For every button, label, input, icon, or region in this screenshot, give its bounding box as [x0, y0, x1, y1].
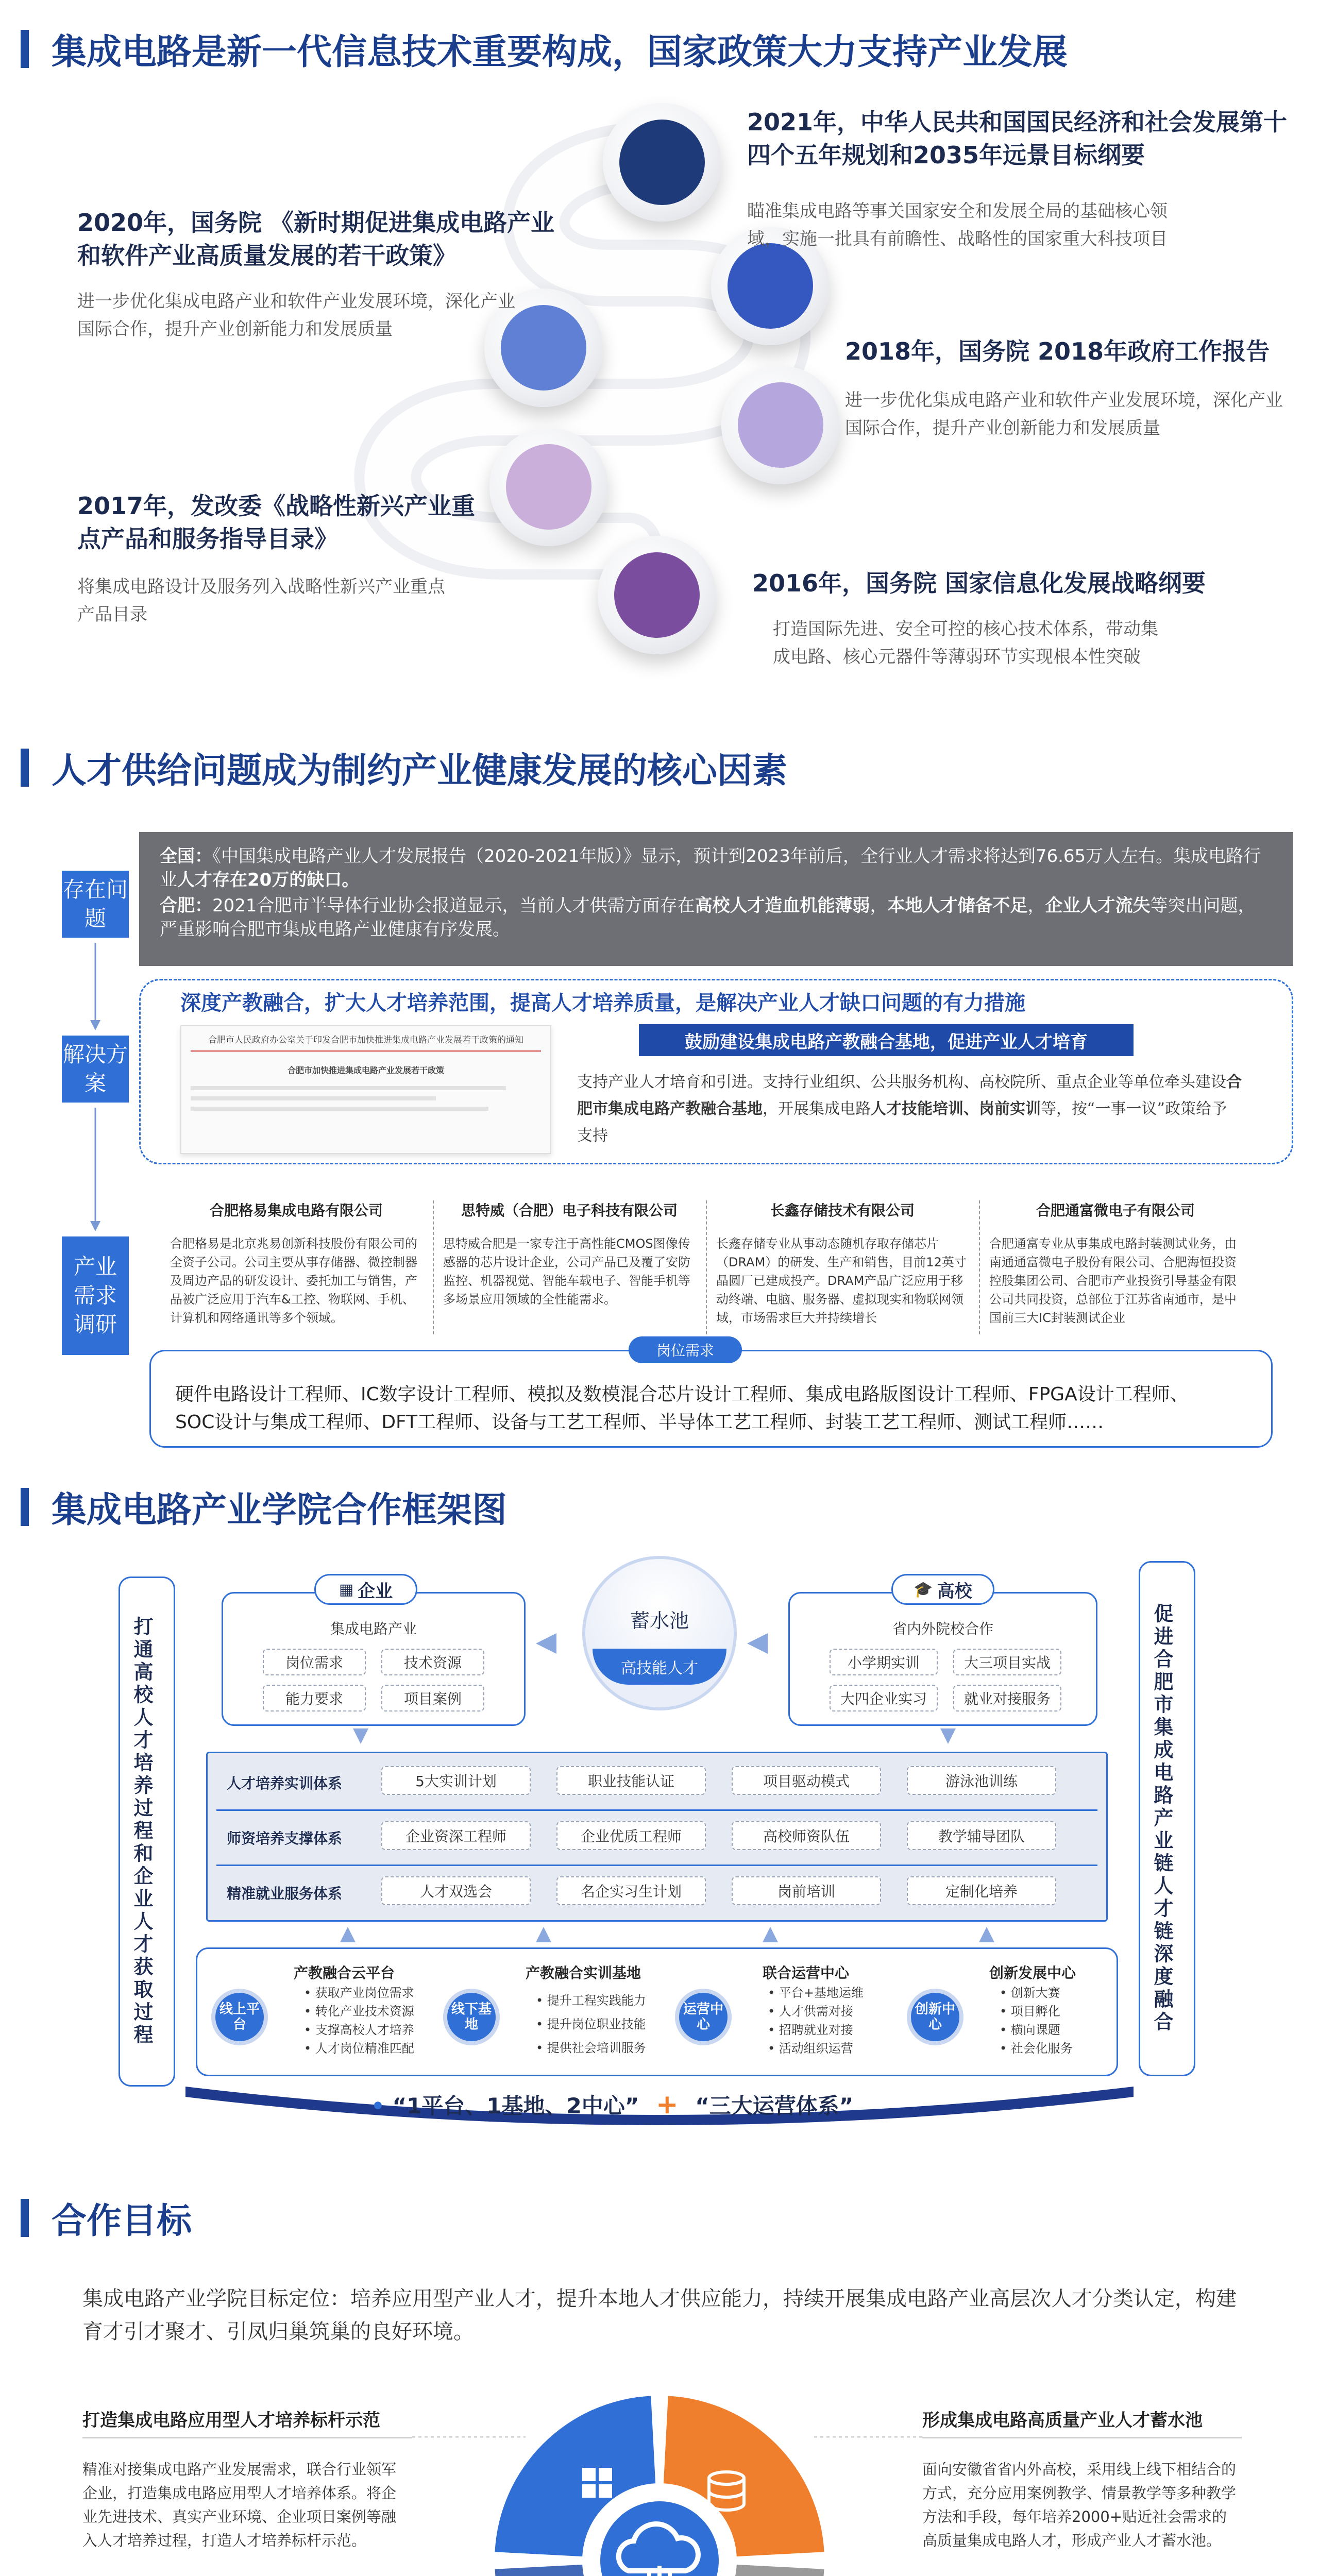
doc-subtitle: 合肥市加快推进集成电路产业发展若干政策 — [287, 1065, 444, 1075]
row-item: 岗前培训 — [732, 1876, 881, 1905]
section3-title: 集成电路产业学院合作框架图 — [52, 1489, 508, 1531]
college-title — [891, 1574, 994, 1605]
section1-heading — [21, 28, 1068, 73]
hefei-text: 等突出问题，严重影响合肥市集成电路产业健康有序发展。 — [160, 895, 1256, 940]
hub-title: 产教融合云平台 — [294, 1964, 395, 1981]
hub-item: • 平台+基地运维 — [768, 1984, 864, 2002]
node-2016 — [614, 552, 700, 638]
policy-2018 — [845, 335, 1298, 442]
national-highlight: 人才存在20万的缺口。 — [177, 870, 360, 890]
row-item: 企业资深工程师 — [381, 1821, 531, 1850]
goal-title: 形成集成电路高质量产业人才蓄水池 — [922, 2410, 1203, 2431]
row-item: 定制化培养 — [907, 1876, 1056, 1905]
hefei-text: 2021合肥市半导体行业协会报道显示，当前人才供需方面存在 — [212, 895, 695, 916]
solution-bold: 人才技能培训、岗前实训 — [871, 1100, 1041, 1118]
hub-item: • 社会化服务 — [1000, 2039, 1073, 2058]
solution-text-part: 等，按“一事一议”政策给予支持 — [577, 1100, 1227, 1145]
pool-subtitle: 高技能人才 — [593, 1649, 726, 1685]
goal-underline — [82, 2437, 412, 2438]
solution-bold: 合肥市集成电路产教融合基地 — [577, 1073, 1242, 1118]
talent-pool — [582, 1556, 737, 1710]
hub-item: • 提升岗位职业技能 — [536, 2012, 646, 2036]
row-item: 职业技能认证 — [556, 1766, 706, 1795]
section2-title: 人才供给问题成为制约产业健康发展的核心因素 — [52, 750, 788, 791]
hub-badge: 线上平台 — [211, 1989, 268, 2045]
problem-hefei — [160, 894, 1273, 941]
policy-document-thumbnail — [180, 1025, 551, 1154]
doc-title: 合肥市人民政府办公室关于印发合肥市加快推进集成电路产业发展若干政策的通知 — [208, 1035, 523, 1045]
company-desc: 合肥格易是北京兆易创新科技股份有限公司的全资子公司。公司主要从事存储器、微控制器及周边产品的研发设计、委托加工与销售，产品被广泛应用于汽车&工控、物联网、手机、计算机和网络通讯等多个领域。 — [170, 1236, 417, 1325]
arrow-down-icon — [350, 1728, 371, 1749]
college-subtitle: 省内外院校合作 — [892, 1620, 993, 1637]
row-item: 人才双选会 — [381, 1876, 531, 1905]
enterprise-item: 项目案例 — [381, 1685, 484, 1711]
tag-solution: 解决方案 — [62, 1036, 129, 1103]
arrow-down-icon — [938, 1728, 958, 1749]
building-icon: ▦ — [339, 1580, 354, 1599]
section4-title: 合作目标 — [52, 2200, 192, 2242]
policy-2016 — [752, 567, 1267, 671]
divider — [706, 1200, 707, 1334]
hefei-highlight: 高校人才造血机能薄弱 — [695, 895, 870, 916]
policy-title: 2016年，国务院 国家信息化发展战略纲要 — [752, 569, 1206, 597]
national-label: 全国： — [160, 846, 212, 867]
policy-desc: 瞄准集成电路等事关国家安全和发展全局的基础核心领域，实施一批具有前瞻性、战略性的国家重大科技项目 — [747, 201, 1168, 249]
flow-arrows — [77, 943, 119, 1242]
policy-desc: 将集成电路设计及服务列入战略性新兴产业重点产品目录 — [77, 577, 445, 625]
solution-text-part: ，开展集成电路 — [763, 1100, 871, 1118]
hub-badge: 线下基地 — [443, 1989, 500, 2045]
goal-title: 打造集成电路应用型人才培养标杆示范 — [82, 2410, 380, 2431]
hub-list — [304, 1984, 414, 2058]
hub-list — [536, 1989, 646, 2060]
national-text: 《中国集成电路产业人才发展报告（2020-2021年版）》显示，预计到2023年前后，全行业人才需求将达到76.65万人左右。集成电路行业 — [160, 846, 1261, 890]
row-label: 精准就业服务体系 — [227, 1885, 343, 1902]
goal-underline — [922, 2437, 1242, 2438]
hub-item: • 项目孵化 — [1000, 2002, 1073, 2021]
company-name: 长鑫存储技术有限公司 — [770, 1202, 915, 1219]
policy-desc: 进一步优化集成电路产业和软件产业发展环境，深化产业国际合作，提升产业创新能力和发展质量 — [845, 390, 1283, 438]
hub-badge: 创新中心 — [907, 1989, 963, 2045]
college-item: 小学期实训 — [830, 1649, 938, 1675]
section1-title: 集成电路是新一代信息技术重要构成，国家政策大力支持产业发展 — [52, 31, 1068, 73]
row-item: 高校师资队伍 — [732, 1821, 881, 1850]
row-item: 游泳池训练 — [907, 1766, 1056, 1795]
arrow-left-icon — [536, 1633, 577, 1654]
hub-item: • 支撑高校人才培养 — [304, 2021, 414, 2039]
enterprise-subtitle: 集成电路产业 — [330, 1620, 417, 1637]
enterprise-item: 技术资源 — [381, 1649, 484, 1675]
arrow-left-icon — [747, 1633, 788, 1654]
slogan-plus: + — [655, 2089, 679, 2120]
jobs-line: SOC设计与集成工程师、DFT工程师、设备与工艺工程师、半导体工艺工程师、封装工艺工程师、测试工程师…… — [175, 1412, 1104, 1433]
hefei-highlight: 企业人才流失 — [1045, 895, 1151, 916]
graduation-icon: 🎓 — [914, 1580, 933, 1599]
enterprise-item: 岗位需求 — [263, 1649, 366, 1675]
slogan-right: “三大运营体系” — [695, 2093, 854, 2119]
hub-item: • 人才岗位精准匹配 — [304, 2039, 414, 2058]
policy-2020 — [77, 206, 572, 343]
company-card — [989, 1200, 1242, 1327]
company-card — [443, 1200, 696, 1309]
company-card — [170, 1200, 422, 1327]
company-desc: 长鑫存储专业从事动态随机存取存储芯片（DRAM）的研发、生产和销售，目前12英寸晶圆厂已建成投产。DRAM产品广泛应用于移动终端、电脑、服务器、虚拟现实和物联网领域，市场需求巨大并持续增长 — [716, 1236, 967, 1325]
slogan: • “1平台、1基地、2中心” + “三大运营体系” — [371, 2089, 854, 2120]
row-label: 师资培养支撑体系 — [227, 1830, 343, 1847]
hub-title: 创新发展中心 — [989, 1964, 1076, 1981]
node-2021 — [619, 120, 705, 205]
hub-item: • 招聘就业对接 — [768, 2021, 864, 2039]
goals-intro: 集成电路产业学院目标定位：培养应用型产业人才，提升本地人才供应能力，持续开展集成电路产业高层次人才分类认定，构建育才引才聚才、引凤归巢筑巢的良好环境。 — [82, 2287, 1237, 2344]
solution-text-part: 支持产业人才培育和引进。支持行业组织、公共服务机构、高校院所、重点企业等单位牵头建设 — [577, 1073, 1226, 1091]
hub-item: • 提供社会培训服务 — [536, 2036, 646, 2060]
problem-box — [139, 832, 1293, 966]
row-label: 人才培养实训体系 — [227, 1775, 343, 1792]
policy-2017 — [77, 489, 479, 629]
row-item: 企业优质工程师 — [556, 1821, 706, 1850]
job-list — [175, 1381, 1257, 1436]
tag-problem: 存在问题 — [62, 871, 129, 938]
policy-desc: 进一步优化集成电路产业和软件产业发展环境，深化产业国际合作，提升产业创新能力和发展质量 — [77, 291, 515, 340]
divider — [433, 1200, 434, 1334]
goal-desc: 精准对接集成电路产业发展需求，联合行业领军企业，打造集成电路应用型人才培养体系。将企业先进技术、真实产业环境、企业项目案例等融入人才培养过程，打造人才培养标杆示范。 — [82, 2461, 397, 2549]
company-name: 合肥格易集成电路有限公司 — [209, 1202, 383, 1219]
college-item: 就业对接服务 — [953, 1685, 1061, 1711]
enterprise-title — [314, 1574, 417, 1605]
slogan-left: “1平台、1基地、2中心” — [392, 2093, 639, 2119]
hefei-text: ， — [1027, 895, 1045, 916]
row-item: 教学辅导团队 — [907, 1821, 1056, 1850]
policy-2021 — [747, 106, 1288, 253]
company-name: 思特威（合肥）电子科技有限公司 — [461, 1202, 678, 1219]
college-title-text: 高校 — [937, 1581, 972, 1602]
node-2017 — [506, 444, 591, 530]
job-tag: 岗位需求 — [629, 1336, 742, 1363]
row-item: 名企实习生计划 — [556, 1876, 706, 1905]
company-name: 合肥通富微电子有限公司 — [1036, 1202, 1195, 1219]
left-vertical-text: 打通高校人才培养过程和企业人才获取过程 — [130, 1616, 153, 2047]
hub-item: • 转化产业技术资源 — [304, 2002, 414, 2021]
hefei-label: 合肥： — [160, 895, 212, 916]
section2-heading — [21, 747, 788, 791]
hub-item: • 创新大赛 — [1000, 1984, 1073, 2002]
tag-demand: 产业需求调研 — [62, 1236, 129, 1355]
hub-badge: 运营中心 — [675, 1989, 732, 2045]
divider — [979, 1200, 980, 1334]
section3-heading — [21, 1486, 508, 1531]
problem-national — [160, 844, 1273, 892]
solution-text — [577, 1069, 1242, 1149]
solution-headline: 深度产教融合，扩大人才培养范围，提高人才培养质量，是解决产业人才缺口问题的有力措施 — [180, 991, 1025, 1015]
jobs-line: 硬件电路设计工程师、IC数字设计工程师、模拟及数模混合芯片设计工程师、集成电路版图设计工程师、FPGA设计工程师、 — [175, 1384, 1189, 1405]
hefei-highlight: 本地人才储备不足 — [887, 895, 1028, 916]
policy-title: 2021年，中华人民共和国国民经济和社会发展第十四个五年规划和2035年远景目标纲要 — [747, 108, 1288, 169]
hub-item: • 人才供需对接 — [768, 2002, 864, 2021]
policy-title: 2020年，国务院 《新时期促进集成电路产业和软件产业高质量发展的若干政策》 — [77, 209, 555, 269]
policy-desc: 打造国际先进、安全可控的核心技术体系，带动集成电路、核心元器件等薄弱环节实现根本性突破 — [773, 619, 1158, 667]
enterprise-title-text: 企业 — [358, 1581, 393, 1602]
goal-desc: 面向安徽省省内外高校，采用线上线下相结合的方式，充分应用案例教学、情景教学等多种教学方法和手段，每年培养2000+贴近社会需求的高质量集成电路人才，形成产业人才蓄水池。 — [922, 2461, 1237, 2549]
section4-heading — [21, 2197, 192, 2242]
node-2018a — [728, 243, 813, 329]
hub-item: • 获取产业岗位需求 — [304, 1984, 414, 2002]
hub-item: • 活动组织运营 — [768, 2039, 864, 2058]
college-item: 大四企业实习 — [830, 1685, 938, 1711]
hub-title: 产教融合实训基地 — [526, 1964, 641, 1981]
hefei-text: ， — [870, 895, 888, 916]
solution-banner: 鼓励建设集成电路产教融合基地，促进产业人才培育 — [639, 1024, 1134, 1056]
company-desc: 合肥通富专业从事集成电路封装测试业务，由南通通富微电子股份有限公司、合肥海恒投资控股集团公司、合肥市产业投资引导基金有限公司共同投资，总部位于江苏省南通市，是中国前三大IC封装测试企业 — [989, 1236, 1237, 1325]
hub-list — [1000, 1984, 1073, 2058]
hub-item: • 横向课题 — [1000, 2021, 1073, 2039]
row-divider — [216, 1865, 1097, 1866]
hub-title: 联合运营中心 — [763, 1964, 850, 1981]
row-divider — [216, 1809, 1097, 1811]
right-vertical-text: 促进合肥市集成电路产业链人才链深度融合 — [1151, 1603, 1173, 2034]
company-desc: 思特威合肥是一家专注于高性能CMOS图像传感器的芯片设计企业，公司产品已及覆了安防监控、机器视觉、智能车载电子、智能手机等多场景应用领域的全性能需求。 — [443, 1236, 690, 1307]
pool-title: 蓄水池 — [630, 1609, 689, 1632]
policy-title: 2017年，发改委《战略性新兴产业重点产品和服务指导目录》 — [77, 492, 476, 553]
policy-title: 2018年，国务院 2018年政府工作报告 — [845, 337, 1270, 365]
arrow-up-icons — [247, 1924, 1082, 1945]
college-item: 大三项目实战 — [953, 1649, 1061, 1675]
company-card — [716, 1200, 969, 1327]
node-2018b — [738, 382, 823, 468]
goals-ring-diagram — [479, 2380, 840, 2576]
row-item: 5大实训计划 — [381, 1766, 531, 1795]
hub-list — [768, 1984, 864, 2058]
hub-item: • 提升工程实践能力 — [536, 1989, 646, 2012]
enterprise-item: 能力要求 — [263, 1685, 366, 1711]
row-item: 项目驱动模式 — [732, 1766, 881, 1795]
